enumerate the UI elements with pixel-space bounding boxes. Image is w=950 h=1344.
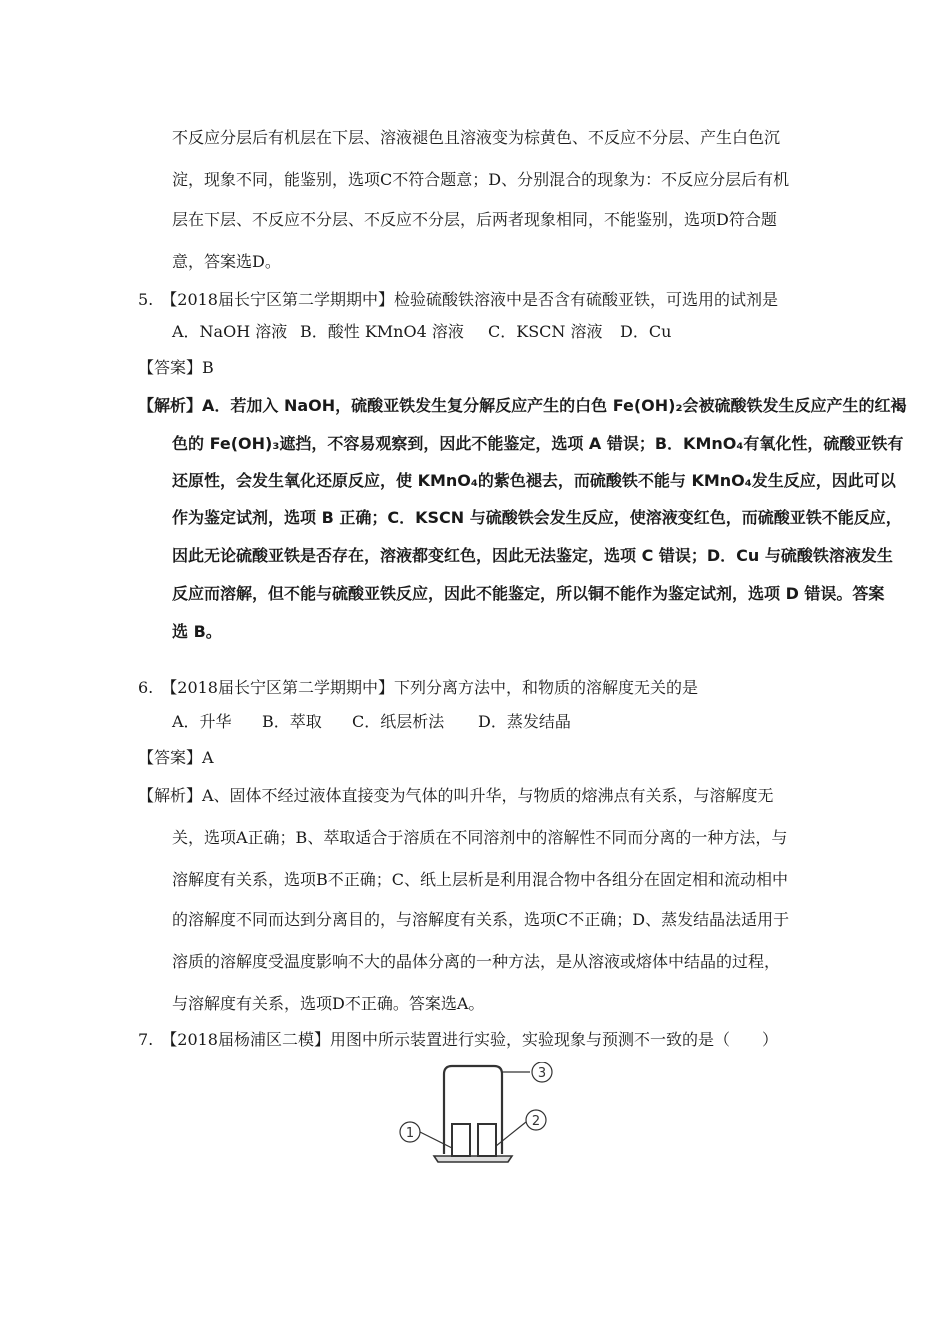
q5-analysis-line-6: 反应而溶解，但不能与硫酸亚铁反应，因此不能鉴定，所以铜不能作为鉴定试剂，选项 D 错误。答案 bbox=[172, 584, 885, 603]
q5-option-d: D．Cu bbox=[620, 322, 672, 341]
q5-analysis-line-7: 选 B。 bbox=[172, 622, 222, 641]
q6-analysis-line-4: 的溶解度不同而达到分离目的，与溶解度有关系，选项C不正确；D、蒸发结晶法适用于 bbox=[172, 910, 790, 929]
label-1 bbox=[400, 1122, 420, 1142]
q7-apparatus-figure bbox=[390, 1062, 570, 1166]
q5-analysis-line-5: 因此无论硫酸亚铁是否存在，溶液都变红色，因此无法鉴定，选项 C 错误；D．Cu 与硫酸铁溶液发生 bbox=[172, 546, 893, 565]
q4-tail-line-2: 淀，现象不同，能鉴别，选项C不符合题意；D、分别混合的现象为：不反应分层后有机 bbox=[172, 170, 790, 189]
svg-text:1: 1 bbox=[405, 1126, 415, 1141]
q5-stem: 5. 【2018届长宁区第二学期期中】检验硫酸铁溶液中是否含有硫酸亚铁，可选用的试剂是 bbox=[138, 290, 778, 309]
q5-analysis-line-3: 还原性，会发生氧化还原反应，使 KMnO₄的紫色褪去，而硫酸铁不能与 KMnO₄发生反应，因此可以 bbox=[172, 471, 896, 490]
q6-analysis-line-5: 溶质的溶解度受温度影响不大的晶体分离的一种方法，是从溶液或熔体中结晶的过程， bbox=[172, 952, 781, 971]
q5-option-b: B．酸性 KMnO4 溶液 bbox=[300, 322, 464, 341]
label-2 bbox=[526, 1110, 546, 1130]
q5-option-c: C．KSCN 溶液 bbox=[488, 322, 603, 341]
beaker-2 bbox=[478, 1124, 496, 1156]
base-plate bbox=[434, 1156, 512, 1162]
svg-text:2: 2 bbox=[531, 1114, 541, 1129]
q5-answer: 【答案】B bbox=[138, 358, 214, 377]
q4-tail-line-3: 层在下层、不反应不分层、不反应不分层，后两者现象相同，不能鉴别，选项D符合题 bbox=[172, 210, 777, 229]
q5-option-a: A．NaOH 溶液 bbox=[172, 322, 288, 341]
q7-stem: 7. 【2018届杨浦区二模】用图中所示装置进行实验，实验现象与预测不一致的是（ ） bbox=[138, 1030, 778, 1049]
q6-option-c: C．纸层析法 bbox=[352, 712, 445, 731]
q6-analysis-line-3: 溶解度有关系，选项B不正确；C、纸上层析是利用混合物中各组分在固定相和流动相中 bbox=[172, 870, 789, 889]
q4-tail-line-1: 不反应分层后有机层在下层、溶液褪色且溶液变为棕黄色、不反应不分层、产生白色沉 bbox=[172, 128, 781, 147]
q5-analysis-line-2: 色的 Fe(OH)₃遮挡，不容易观察到，因此不能鉴定，选项 A 错误；B．KMnO₄有氧化性，硫酸亚铁有 bbox=[172, 434, 904, 453]
q6-analysis-line-2: 关，选项A正确；B、萃取适合于溶质在不同溶剂中的溶解性不同而分离的一种方法，与 bbox=[172, 828, 788, 847]
q6-answer: 【答案】A bbox=[138, 748, 214, 767]
beaker-1 bbox=[452, 1124, 470, 1156]
q4-tail-line-4: 意，答案选D。 bbox=[172, 252, 281, 271]
q6-option-b: B．萃取 bbox=[262, 712, 322, 731]
q6-stem: 6. 【2018届长宁区第二学期期中】下列分离方法中，和物质的溶解度无关的是 bbox=[138, 678, 698, 697]
q6-option-d: D．蒸发结晶 bbox=[478, 712, 571, 731]
svg-text:3: 3 bbox=[537, 1066, 547, 1081]
q6-analysis-line-6: 与溶解度有关系，选项D不正确。答案选A。 bbox=[172, 994, 485, 1013]
q6-option-a: A．升华 bbox=[172, 712, 232, 731]
q5-analysis-line-1: 【解析】A．若加入 NaOH，硫酸亚铁发生复分解反应产生的白色 Fe(OH)₂会被硫酸铁发生反应产生的红褐 bbox=[138, 396, 907, 415]
q6-analysis-line-1: 【解析】A、固体不经过液体直接变为气体的叫升华，与物质的熔沸点有关系，与溶解度无 bbox=[138, 786, 774, 805]
label-3 bbox=[532, 1062, 552, 1082]
q5-analysis-line-4: 作为鉴定试剂，选项 B 正确；C．KSCN 与硫酸铁会发生反应，使溶液变红色，而硫酸亚铁不能反应， bbox=[172, 508, 902, 527]
